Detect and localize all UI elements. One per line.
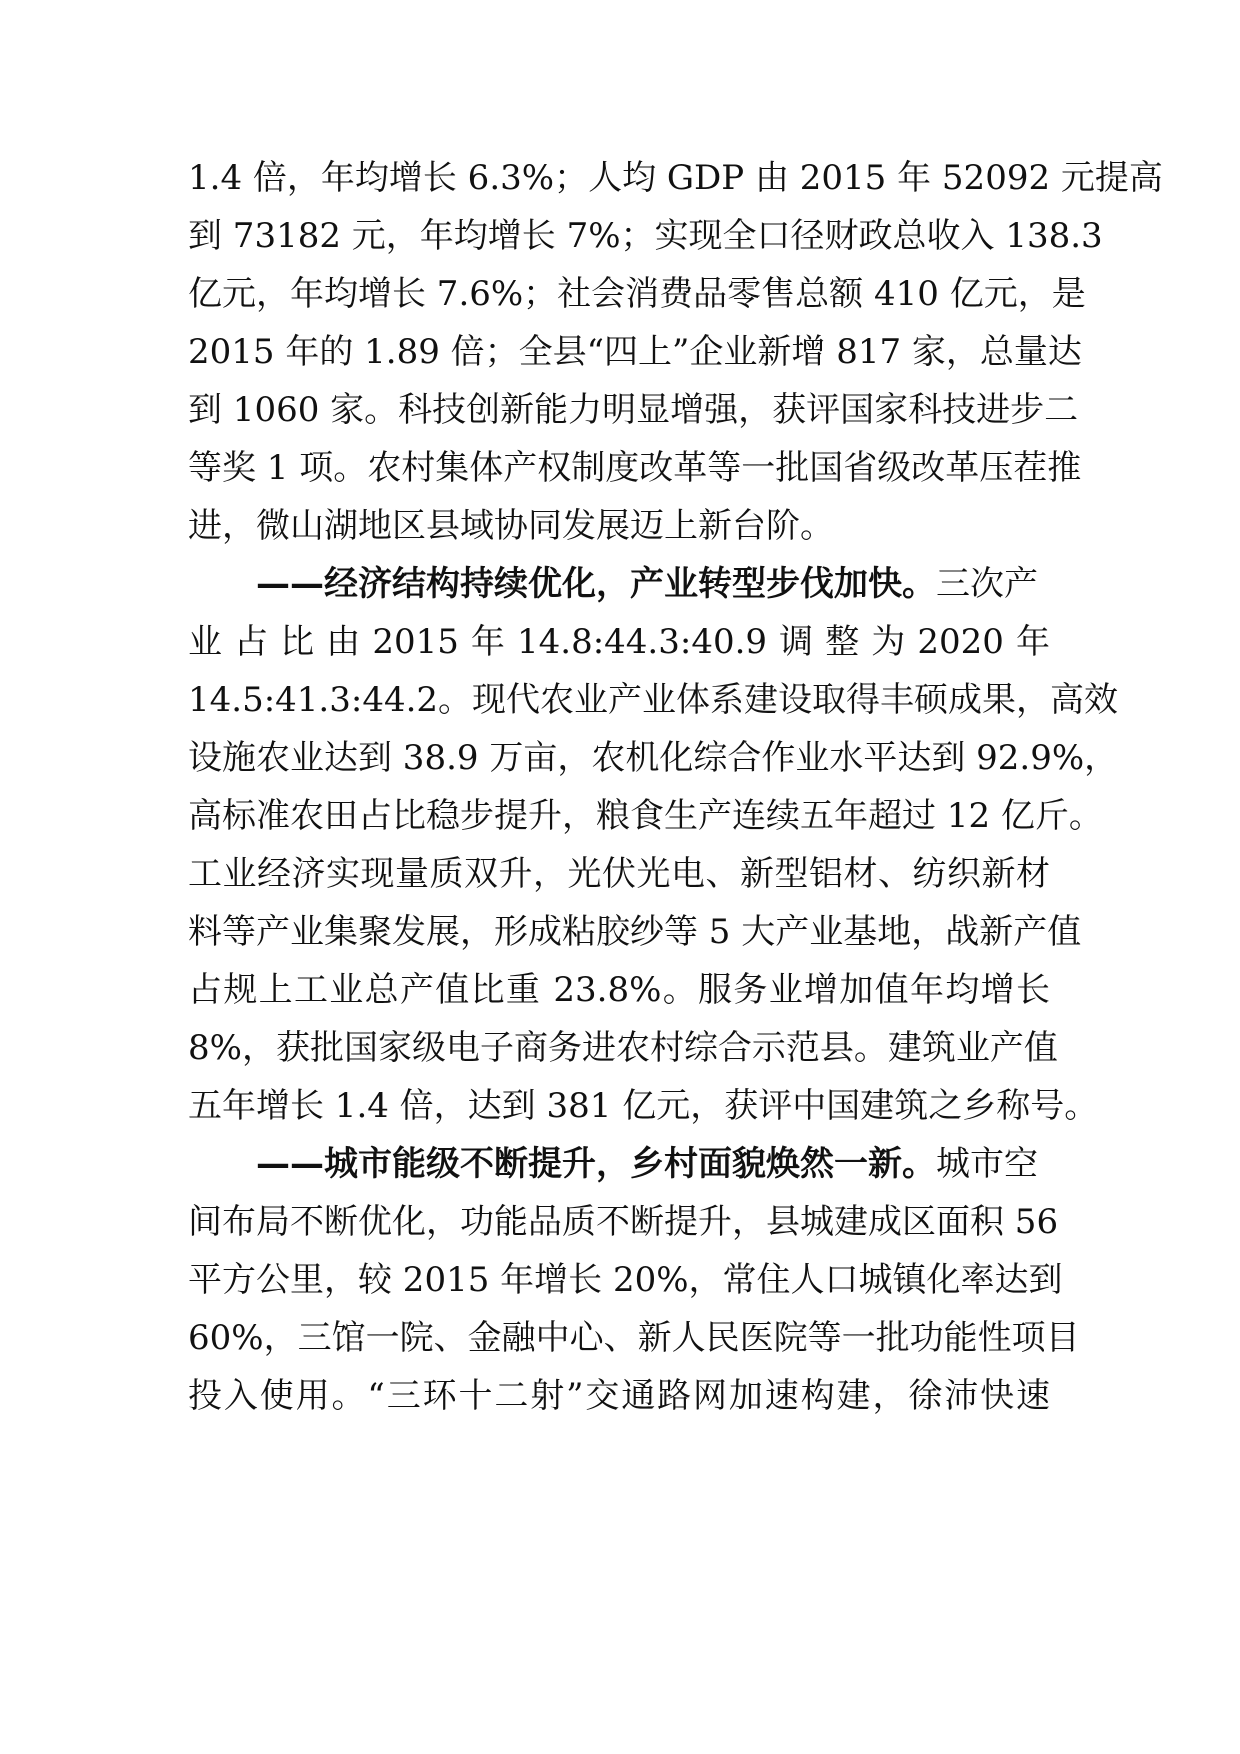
section-heading-economy: ——经济结构持续优化，产业转型步伐加快。 bbox=[256, 564, 936, 604]
text-line: 8%，获批国家级电子商务进农村综合示范县。建筑业产值 bbox=[188, 1028, 1058, 1068]
text-line: 高标准农田占比稳步提升，粮食生产连续五年超过 12 亿斤。 bbox=[188, 796, 1103, 836]
text-token: 整 bbox=[825, 622, 860, 662]
text-token: 年 bbox=[1015, 622, 1050, 662]
text-line-spread bbox=[188, 614, 1050, 670]
text-line: 60%，三馆一院、金融中心、新人民医院等一批功能性项目 bbox=[188, 1318, 1080, 1358]
text-line: 14.5:41.3:44.2。现代农业产业体系建设取得丰硕成果，高效 bbox=[188, 680, 1119, 720]
text-token: 占 bbox=[234, 622, 269, 662]
text-line: 亿元，年均增长 7.6%；社会消费品零售总额 410 亿元，是 bbox=[188, 274, 1086, 314]
section-heading-city: ——城市能级不断提升，乡村面貌焕然一新。 bbox=[256, 1144, 936, 1184]
text-token: 2015 bbox=[372, 622, 459, 662]
text-line: 到 73182 元，年均增长 7%；实现全口径财政总收入 138.3 bbox=[188, 216, 1103, 256]
text-token: 调 bbox=[779, 622, 814, 662]
paragraph-line bbox=[256, 556, 1050, 612]
text-line: 平方公里，较 2015 年增长 20%，常住人口城镇化率达到 bbox=[188, 1260, 1063, 1300]
text-token: 业 bbox=[188, 622, 222, 662]
text-token: 14.8:44.3:40.9 bbox=[517, 622, 768, 662]
text-line: 进，微山湖地区县域协同发展迈上新台阶。 bbox=[188, 506, 834, 546]
text-line: 2015 年的 1.89 倍；全县“四上”企业新增 817 家，总量达 bbox=[188, 332, 1082, 372]
text-line: 间布局不断优化，功能品质不断提升，县城建成区面积 56 bbox=[188, 1202, 1059, 1242]
text-line: 到 1060 家。科技创新能力明显增强，获评国家科技进步二 bbox=[188, 390, 1079, 430]
text-token: 2020 bbox=[917, 622, 1004, 662]
text-token: 为 bbox=[871, 622, 906, 662]
text-line: 五年增长 1.4 倍，达到 381 亿元，获评中国建筑之乡称号。 bbox=[188, 1086, 1099, 1126]
text-line: 工业经济实现量质双升，光伏光电、新型铝材、纺织新材 bbox=[188, 854, 1050, 894]
text-line: 料等产业集聚发展，形成粘胶纱等 5 大产业基地，战新产值 bbox=[188, 912, 1082, 952]
text-line: 投入使用。“三环十二射”交通路网加速构建，徐沛快速 bbox=[188, 1376, 1050, 1416]
text-token: 由 bbox=[326, 622, 361, 662]
text-line: 设施农业达到 38.9 万亩，农机化综合作业水平达到 92.9%， bbox=[188, 738, 1119, 778]
text-run: 三次产 bbox=[936, 564, 1038, 604]
paragraph-line bbox=[256, 1136, 1050, 1192]
text-token: 年 bbox=[470, 622, 505, 662]
text-line: 1.4 倍，年均增长 6.3%；人均 GDP 由 2015 年 52092 元提高 bbox=[188, 158, 1163, 198]
text-line: 等奖 1 项。农村集体产权制度改革等一批国省级改革压茬推 bbox=[188, 448, 1082, 488]
text-token: 比 bbox=[280, 622, 315, 662]
text-line: 占规上工业总产值比重 23.8%。服务业增加值年均增长 bbox=[188, 970, 1050, 1010]
text-run: 城市空 bbox=[936, 1144, 1038, 1184]
